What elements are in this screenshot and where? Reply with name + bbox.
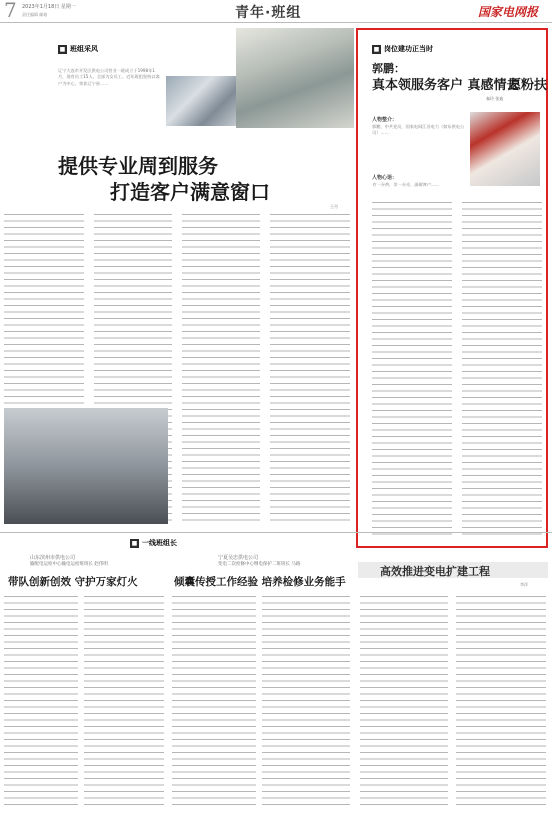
top-story-col-4 [270,214,350,526]
left-unit: 山东滨州市供电公司 [30,555,76,561]
left-headline: 带队创新创效 守护万家灯火 [8,576,138,588]
sidebar-col-2 [462,202,542,538]
top-headline-line2: 打造客户满意窗口 [110,180,270,204]
sidebar-name: 郭鹏： [372,62,405,75]
right-story-col-1 [360,596,448,808]
team-photo [4,408,168,524]
mid-story-col-2 [262,596,350,808]
top-story-col-3 [182,214,260,526]
mid-sub: 变电二次检修中心继电保护二班班长 马路 [218,562,301,567]
left-sub: 输配电运检中心输电运检班班长 赵伟明 [30,562,108,567]
masthead-logo: 国家电网报 [478,5,539,19]
top-byline: 王丹 [330,204,338,209]
left-story-col-2 [84,596,164,808]
bottom-divider [0,532,552,533]
top-headline-line1: 提供专业周到服务 [58,154,218,178]
right-headline: 高效推进变电扩建工程 [380,565,490,578]
top-story-intro: 辽宁大连市开发区供电公司营业一班成立于1998年1月，现有员工15人，全部为女员工。近年班组坚持以客户为中心，荣获辽宁省…… [58,68,160,86]
tag-square-icon: ■ [59,45,66,53]
top-story-col-1 [4,214,84,404]
sidebar-headline-line1: 真本领服务客户 真感情去 [372,78,520,93]
page-number: 7 [4,0,17,22]
page-header [0,0,552,23]
bottom-section-tag: ■ 一线班组长 [131,539,177,547]
sidebar-profile-label: 人物整介： [372,117,398,123]
right-story-col-2 [456,596,546,808]
mid-unit: 宁夏吴忠供电公司 [218,555,259,561]
mid-headline: 倾囊传授工作经验 培养检修业务能手 [174,576,346,588]
sidebar-headline-line2: 愿粉扶 [508,78,548,93]
top-photo-small [166,76,236,126]
sidebar-byline: 秦玲 张迪 [486,96,504,101]
sidebar-profile-text: 郭鹏，中共党员，国家电网江苏电力（如东供电公司）…… [372,124,465,136]
top-story-tag: ■ 班组采风 [59,45,98,53]
sidebar-col-1 [372,202,452,538]
tag-square-icon: ■ [373,45,380,53]
date-line: 2023年1月18日 星期一 [22,4,76,10]
sidebar-worker-photo [470,112,540,186]
left-story-col-1 [4,596,78,808]
right-byline: 李洋 [520,582,528,587]
sidebar-quote-label: 人物心语： [372,175,398,181]
mid-story-col-1 [172,596,256,808]
section-title: 青年·班组 [235,5,302,21]
top-photo-main [236,28,354,128]
editor-line: 责任编辑 邮箱 [22,12,48,17]
sidebar-tag: ■ 岗位建功正当时 [373,45,433,53]
sidebar-quote-text: 有一分热，发一分光，温暖客户…… [372,182,440,187]
tag-square-icon: ■ [131,539,138,547]
